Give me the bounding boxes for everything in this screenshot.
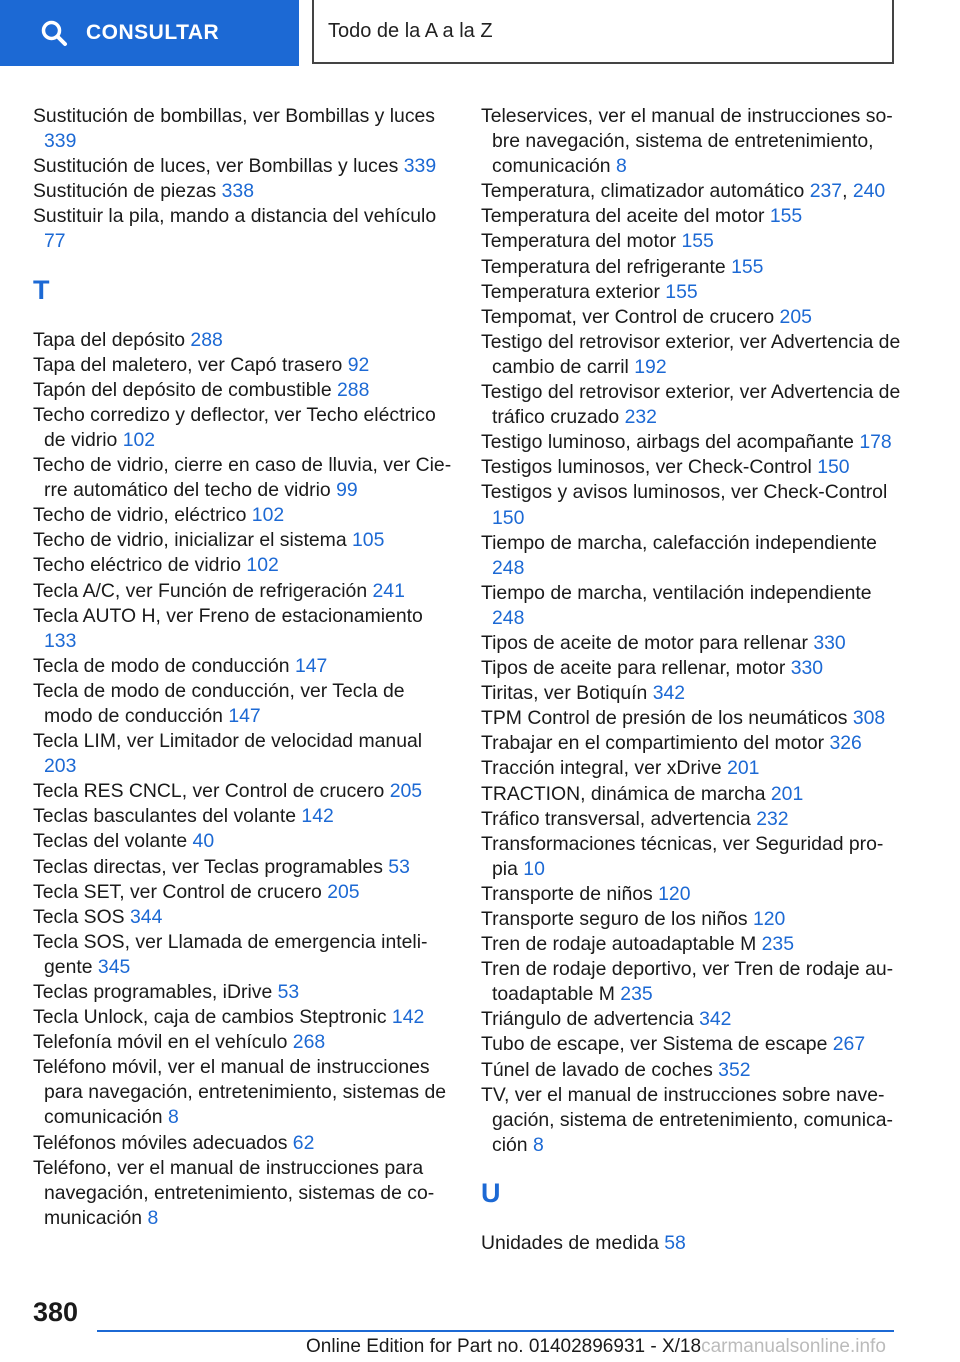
index-entry [481,1058,901,1083]
index-entry-text: Temperatura del motor [481,230,677,253]
page-reference-link[interactable]: 102 [246,554,279,577]
index-entry-text: Tráfico transversal, advertencia [481,807,751,830]
index-entry [33,905,453,930]
index-entry [33,679,453,729]
index-entry [481,882,901,907]
page-reference-link[interactable]: 155 [769,205,803,228]
index-entry-text: TPM Control de presión de los neumáticos [481,707,848,730]
page-reference-link[interactable]: 345 [97,955,131,978]
index-entry-text: Tracción integral, ver xDrive [481,757,722,780]
page-reference-link[interactable]: 237 [809,180,843,203]
page-reference-link[interactable]: 40 [192,830,215,853]
index-entry-text: Tipos de aceite de motor para rellenar [481,631,808,654]
page-reference-link[interactable]: 339 [403,155,437,178]
footer-watermark: carmanualsonline.info [701,1336,886,1357]
index-entry [481,807,901,832]
index-entry [481,229,901,254]
page-reference-link[interactable]: 352 [718,1058,751,1081]
index-entry-text: Temperatura del refrigerante [481,255,726,278]
index-entry-text: Trabajar en el compartimiento del motor [481,732,825,755]
index-entry [481,330,901,380]
index-column-right [481,104,901,1256]
index-entry-text: Tren de rodaje deportivo, ver Tren de rodaje autoadaptable M [481,958,894,1006]
page-reference-link[interactable]: 192 [634,355,667,378]
page-reference-link[interactable]: 248 [492,556,525,579]
index-entry [33,1030,453,1055]
index-group-u [481,1231,901,1256]
page-reference-link[interactable]: 241 [372,579,405,602]
page-reference-link[interactable]: 53 [277,981,300,1003]
index-entry [481,1007,901,1032]
page-reference-link[interactable]: 77 [44,230,66,253]
page-reference-link[interactable]: 133 [44,629,77,652]
index-entry [33,980,453,1005]
index-entry [33,154,453,179]
index-entry [481,631,901,656]
index-entry-text: Tecla A/C, ver Función de refrigeración [33,579,368,602]
index-entry [481,731,901,756]
page-reference-link[interactable]: 99 [336,479,358,502]
index-group-t-continued [481,104,901,1158]
index-entry [33,829,453,854]
index-entry [481,255,901,280]
page-reference-link[interactable]: 178 [859,431,892,454]
page-reference-link[interactable]: 240 [852,180,886,203]
index-entry-text: Teclas programables, iDrive [33,981,273,1003]
index-entry [33,1156,453,1231]
index-entry-text: Sustitución de luces, ver Bombillas y luces [33,155,399,178]
page-reference-link[interactable]: 203 [44,755,77,778]
page-reference-link[interactable]: 155 [665,280,698,303]
index-entry-text: Techo de vidrio, inicializar el sistema [33,529,347,552]
index-entry [481,656,901,681]
index-entry [33,779,453,804]
index-entry-text: Tecla SOS [33,905,125,928]
index-entry-text: Tecla SOS, ver Llamada de emergencia inteligente [33,930,428,978]
index-entry-text: Tecla de modo de conducción, ver Tecla de modo de conducción [33,679,405,727]
page-reference-link[interactable]: 120 [658,882,691,905]
page-reference-link[interactable]: 150 [817,456,850,479]
index-entry-text: Tapa del depósito [33,328,186,351]
index-entry [33,528,453,553]
consult-label: CONSULTAR [86,21,220,44]
page-reference-link[interactable]: 248 [492,606,525,629]
page-reference-link[interactable]: 53 [388,855,410,878]
page-reference-link[interactable]: 8 [532,1133,544,1156]
index-entry [481,832,901,882]
index-entry-text: Transformaciones técnicas, ver Seguridad propia [481,832,884,880]
index-entry [481,430,901,455]
index-entry [33,729,453,779]
index-entry [33,1131,453,1156]
index-entry [33,604,453,654]
consult-button[interactable] [0,0,299,66]
index-letter-t: T [33,274,50,305]
page-reference-link[interactable]: 232 [624,406,657,429]
index-entry [33,104,453,154]
index-entry-text: Transporte seguro de los niños [481,908,748,930]
page-reference-link[interactable]: 105 [352,529,385,552]
page-reference-link[interactable]: 342 [652,682,686,705]
index-entry [33,179,453,204]
index-entry-text: Unidades de medida [481,1231,659,1254]
page-reference-link[interactable]: 142 [391,1006,425,1029]
footer-divider [97,1330,894,1332]
index-entry-text: Triángulo de advertencia [481,1008,694,1031]
index-entry-text: Tecla RES CNCL, ver Control de crucero [33,780,385,803]
index-entry-text: TRACTION, dinámica de marcha [481,782,766,805]
page-reference-link[interactable]: 288 [190,328,223,351]
page-reference-link[interactable]: 268 [292,1031,326,1054]
index-entry: Temperatura, climatizador automático 237, 240 [481,180,886,203]
index-entry-text: Testigo luminoso, airbags del acompañante [481,431,854,454]
index-entry [481,531,901,581]
index-entry [481,932,901,957]
index-entry [481,305,901,330]
index-entry-text: Teclas directas, ver Teclas programables [33,855,383,878]
page-reference-link[interactable]: 326 [829,732,862,755]
index-entry-text: Tapón del depósito de combustible [33,378,332,401]
page-reference-link[interactable]: 102 [122,428,156,451]
index-entry-text: Sustituir la pila, mando a distancia del vehículo [33,205,437,228]
index-entry-text: Techo corredizo y deflector, ver Techo eléctrico de vidrio [33,403,436,451]
index-entry-text: Teclas basculantes del volante [33,805,297,828]
index-entry-text: Tecla Unlock, caja de cambios Steptronic [33,1006,387,1029]
index-letter-u: U [481,1177,501,1208]
page-reference-link[interactable]: 235 [620,983,653,1006]
index-entry [481,104,901,179]
page-reference-link[interactable]: 8 [615,155,627,178]
index-entry-text: Temperatura del aceite del motor [481,205,765,228]
index-entry-text: Tren de rodaje autoadaptable M [481,933,757,956]
page-reference-link[interactable]: 147 [294,654,328,677]
index-entry [33,1055,453,1130]
index-entry-text: Techo de vidrio, eléctrico [33,504,247,527]
index-entry [33,654,453,679]
index-entry [33,503,453,528]
page-reference-link[interactable]: 155 [681,230,714,253]
page-reference-link[interactable]: 330 [790,657,824,680]
page-reference-link[interactable]: 58 [664,1231,686,1254]
index-entry [481,380,901,430]
index-entry [33,1005,453,1030]
page-header [0,0,960,66]
page-reference-link[interactable]: 339 [44,130,77,153]
page-reference-link[interactable]: 338 [221,180,254,203]
index-entry-text: Tecla LIM, ver Limitador de velocidad manual [33,730,423,753]
page-reference-link[interactable]: 10 [523,857,545,880]
page-reference-link[interactable]: 201 [727,757,760,780]
index-column-left [33,104,453,1231]
index-entry-text: Transporte de niños [481,882,653,905]
index-entry-text: Testigo del retrovisor exterior, ver Advertencia de cambio de carril [481,330,901,378]
page-reference-link[interactable]: 330 [813,631,846,654]
index-entry-text: Teleservices, ver el manual de instrucciones sobre navegación, sistema de entretenimiento, comunicación [481,105,893,178]
index-entry-text: Techo eléctrico de vidrio [33,554,242,577]
index-entry [33,403,453,453]
page-reference-link[interactable]: 235 [761,933,794,956]
index-entry-text: TV, ver el manual de instrucciones sobre navegación, sistema de entretenimiento, comunicación [481,1083,893,1156]
page-reference-link[interactable]: 205 [389,780,423,803]
page-reference-link[interactable]: 142 [301,805,334,828]
page-reference-link[interactable]: 155 [731,255,764,278]
index-entry-text: Teléfono móvil, ver el manual de instrucciones para navegación, entretenimiento, sistemas de comunicación [33,1056,447,1129]
index-entry-text: Tipos de aceite para rellenar, motor [481,657,786,680]
index-entry [481,204,901,229]
page-reference-link[interactable]: 8 [147,1206,159,1229]
index-entry [481,1083,901,1158]
page-reference-link[interactable]: 344 [130,905,163,928]
page-reference-link[interactable]: 120 [752,908,786,930]
page-reference-link[interactable]: 205 [327,880,360,903]
index-entry [33,855,453,880]
index-entry [33,930,453,980]
index-entry [481,706,901,731]
index-entry-text: Tubo de escape, ver Sistema de escape [481,1033,828,1056]
page-reference-link[interactable]: 8 [167,1106,179,1129]
section-title-box [312,0,894,64]
index-entry-text: Tecla SET, ver Control de crucero [33,880,322,903]
index-entry [481,480,901,530]
page-reference-link[interactable]: 147 [228,704,261,727]
page-reference-link[interactable]: 232 [756,807,789,830]
page-reference-link[interactable]: 205 [779,305,812,328]
index-entry-text: Testigos y avisos luminosos, ver Check-Control [481,481,888,504]
index-entry-text: Sustitución de bombillas, ver Bombillas y luces [33,105,435,127]
page-reference-link[interactable]: 288 [337,378,370,401]
index-entry [33,378,453,403]
index-group-s [33,104,453,255]
index-entry-text: Teléfono, ver el manual de instrucciones para navegación, entretenimiento, sistemas de comunicación [33,1156,435,1229]
page-reference-link[interactable]: 342 [699,1008,732,1031]
search-icon [40,19,68,47]
index-entry-text: Teléfonos móviles adecuados [33,1131,288,1154]
index-entry [481,681,901,706]
index-entry [481,782,901,807]
index-entry [33,453,453,503]
index-entry [481,280,901,305]
index-entry [33,553,453,578]
footer-edition-text: Online Edition for Part no. 01402896931 - X/18 [306,1336,702,1357]
page-reference-link[interactable]: 92 [347,353,370,376]
index-entry [33,579,453,604]
index-entry-text: Telefonía móvil en el vehículo [33,1031,288,1054]
index-entry-text: Tiempo de marcha, calefacción independiente [481,531,877,554]
index-entry-text: Sustitución de piezas [33,180,217,203]
index-entry-text: Túnel de lavado de coches [481,1058,713,1081]
footer-edition [306,1336,886,1358]
index-entry-text: Tapa del maletero, ver Capó trasero [33,353,343,376]
index-entry-text: Temperatura, climatizador automático [481,180,805,203]
index-entry-text: Teclas del volante [33,830,188,853]
index-entry [33,328,453,353]
index-entry-text: Tecla de modo de conducción [33,654,290,677]
index-entry [33,353,453,378]
index-entry-text: Tecla AUTO H, ver Freno de estacionamiento [33,604,423,627]
index-entry [33,880,453,905]
page-reference-link[interactable]: 201 [770,782,804,805]
page-reference-link[interactable]: 150 [492,506,525,529]
index-entry [481,756,901,781]
page-reference-link[interactable]: 308 [852,707,886,730]
page-reference-link[interactable]: 62 [292,1131,315,1154]
index-entry [33,204,453,254]
index-entry-text: Testigo del retrovisor exterior, ver Advertencia de tráfico cruzado [481,381,901,429]
index-entry-text: Tiempo de marcha, ventilación independiente [481,581,872,604]
index-entry-text: Techo de vidrio, cierre en caso de lluvia, ver Cierre automático del techo de vidrio [33,454,452,502]
index-entry-text: Temperatura exterior [481,280,660,303]
page-reference-link[interactable]: 267 [832,1033,866,1056]
index-entry [481,581,901,631]
index-entry-text: Tiritas, ver Botiquín [481,682,648,705]
index-entry-text: Tempomat, ver Control de crucero [481,305,775,328]
index-entry-text: Testigos luminosos, ver Check-Control [481,456,812,479]
index-entry [481,1032,901,1057]
index-entry [481,957,901,1007]
section-title: Todo de la A a la Z [328,19,493,42]
page-number: 380 [33,1297,79,1327]
index-group-t [33,328,453,1231]
index-entry [481,1231,901,1256]
index-entry [481,455,901,480]
index-entry [481,907,901,932]
page-reference-link[interactable]: 102 [251,504,285,527]
index-entry [33,804,453,829]
